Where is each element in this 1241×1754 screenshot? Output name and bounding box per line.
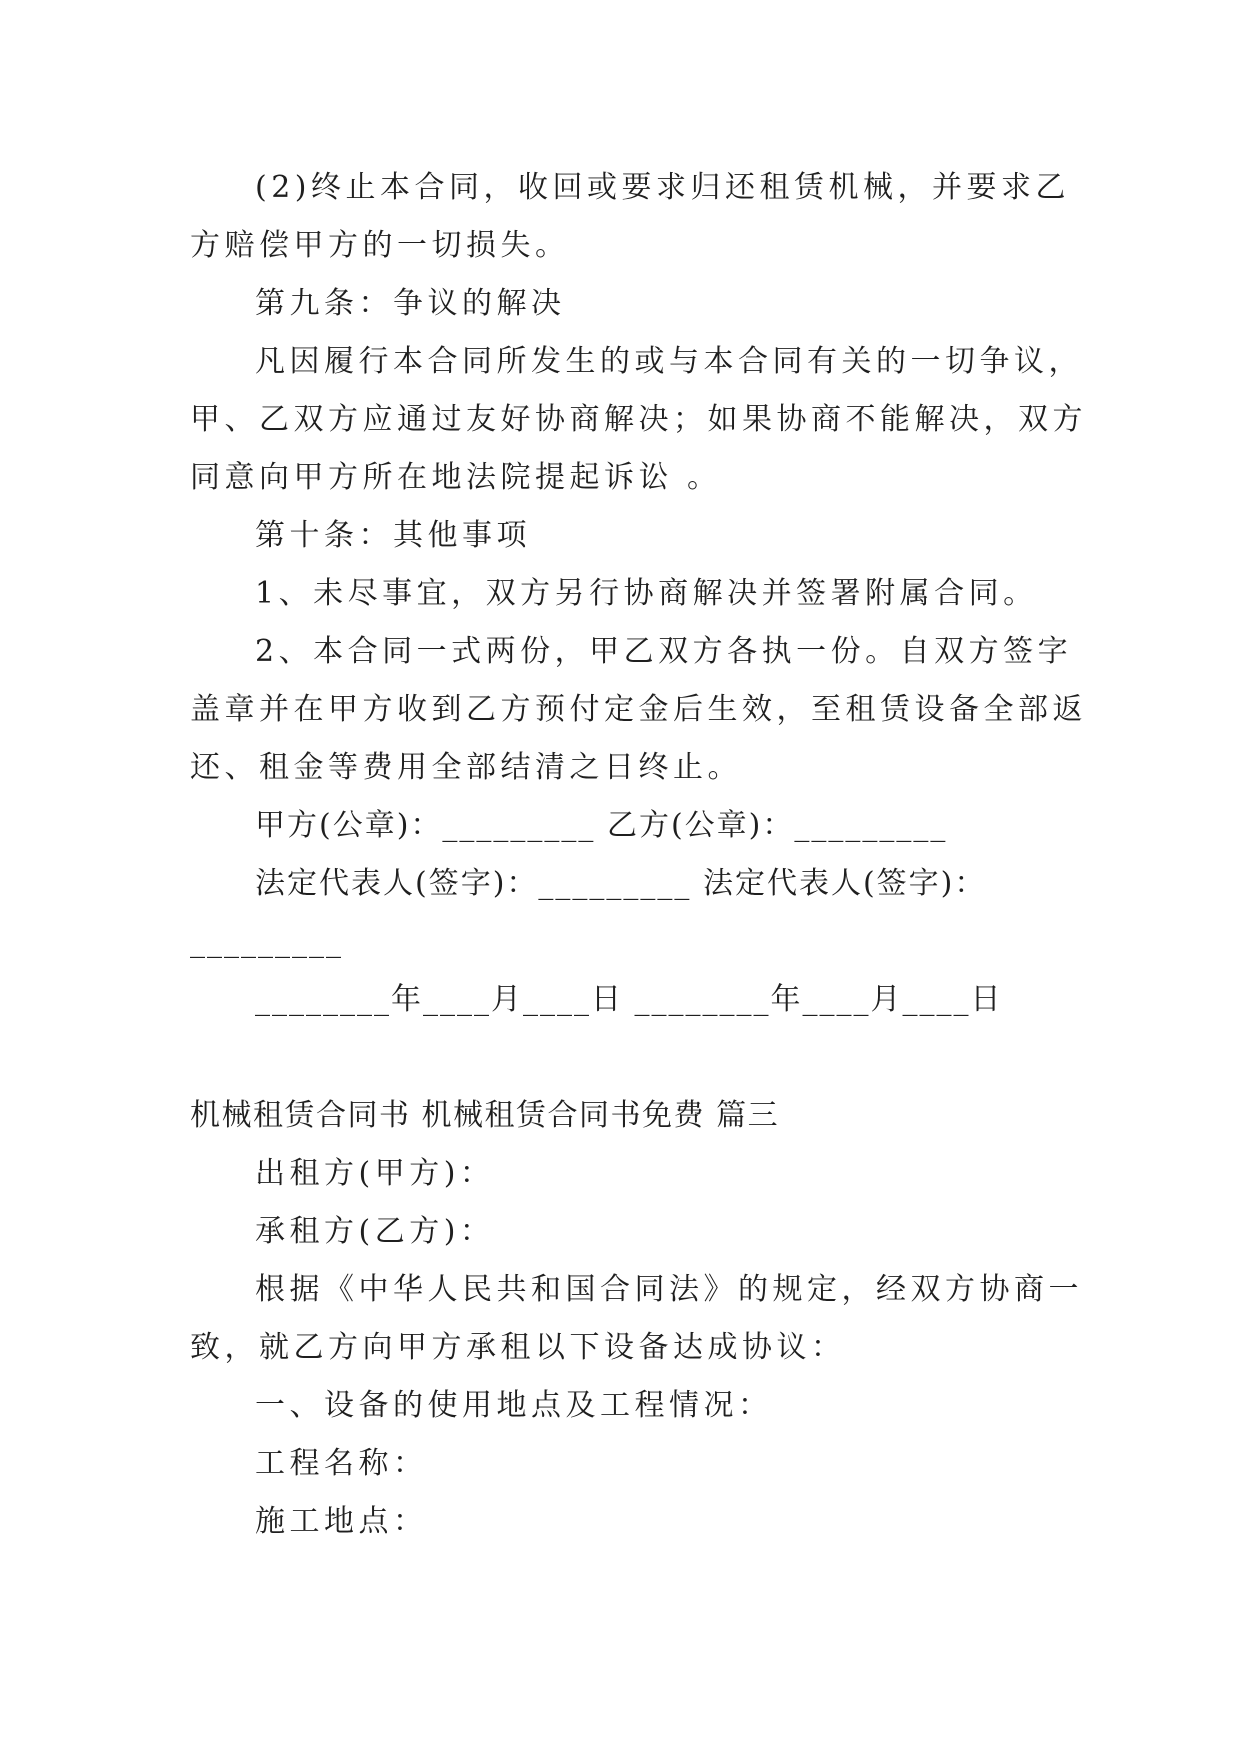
section-title: 机械租赁合同书 机械租赁合同书免费 篇三	[190, 1098, 780, 1133]
construction-site-field: 施工地点：	[255, 1504, 428, 1539]
clause-9-text-line-3: 同意向甲方所在地法院提起诉讼 。	[190, 460, 722, 495]
clause-10-item-2-line-2: 盖章并在甲方收到乙方预付定金后生效，至租赁设备全部返	[190, 692, 1087, 727]
clause-10-item-1: 1、未尽事宜，双方另行协商解决并签署附属合同。	[255, 576, 1038, 611]
clause-9-text-line-2: 甲、乙双方应通过友好协商解决；如果协商不能解决，双方	[190, 402, 1087, 437]
clause-10-heading: 第十条：其他事项	[255, 518, 531, 553]
lessor-line: 出租方(甲方)：	[255, 1156, 495, 1191]
clause-9-text-line-1: 凡因履行本合同所发生的或与本合同有关的一切争议，	[255, 344, 1083, 379]
project-name-field: 工程名称：	[255, 1446, 428, 1481]
clause-1-heading: 一、设备的使用地点及工程情况：	[255, 1388, 773, 1423]
clause-8-item-2-line-1: (2)终止本合同，收回或要求归还租赁机械，并要求乙	[255, 170, 1070, 205]
date-line: ________年____月____日 ________年____月____日	[255, 982, 1003, 1017]
preamble-line-2: 致，就乙方向甲方承租以下设备达成协议：	[190, 1330, 846, 1365]
clause-9-heading: 第九条：争议的解决	[255, 286, 566, 321]
seal-signature-line: 甲方(公章)：_________ 乙方(公章)：_________	[255, 808, 948, 843]
preamble-line-1: 根据《中华人民共和国合同法》的规定，经双方协商一	[255, 1272, 1083, 1307]
clause-8-item-2-line-2: 方赔偿甲方的一切损失。	[190, 228, 570, 263]
lessee-line: 承租方(乙方)：	[255, 1214, 495, 1249]
representative-signature-line: 法定代表人(签字)：_________ 法定代表人(签字)：	[255, 866, 987, 901]
representative-signature-blank: _________	[190, 924, 343, 959]
clause-10-item-2-line-3: 还、租金等费用全部结清之日终止。	[190, 750, 742, 785]
clause-10-item-2-line-1: 2、本合同一式两份，甲乙双方各执一份。自双方签字	[255, 634, 1073, 669]
